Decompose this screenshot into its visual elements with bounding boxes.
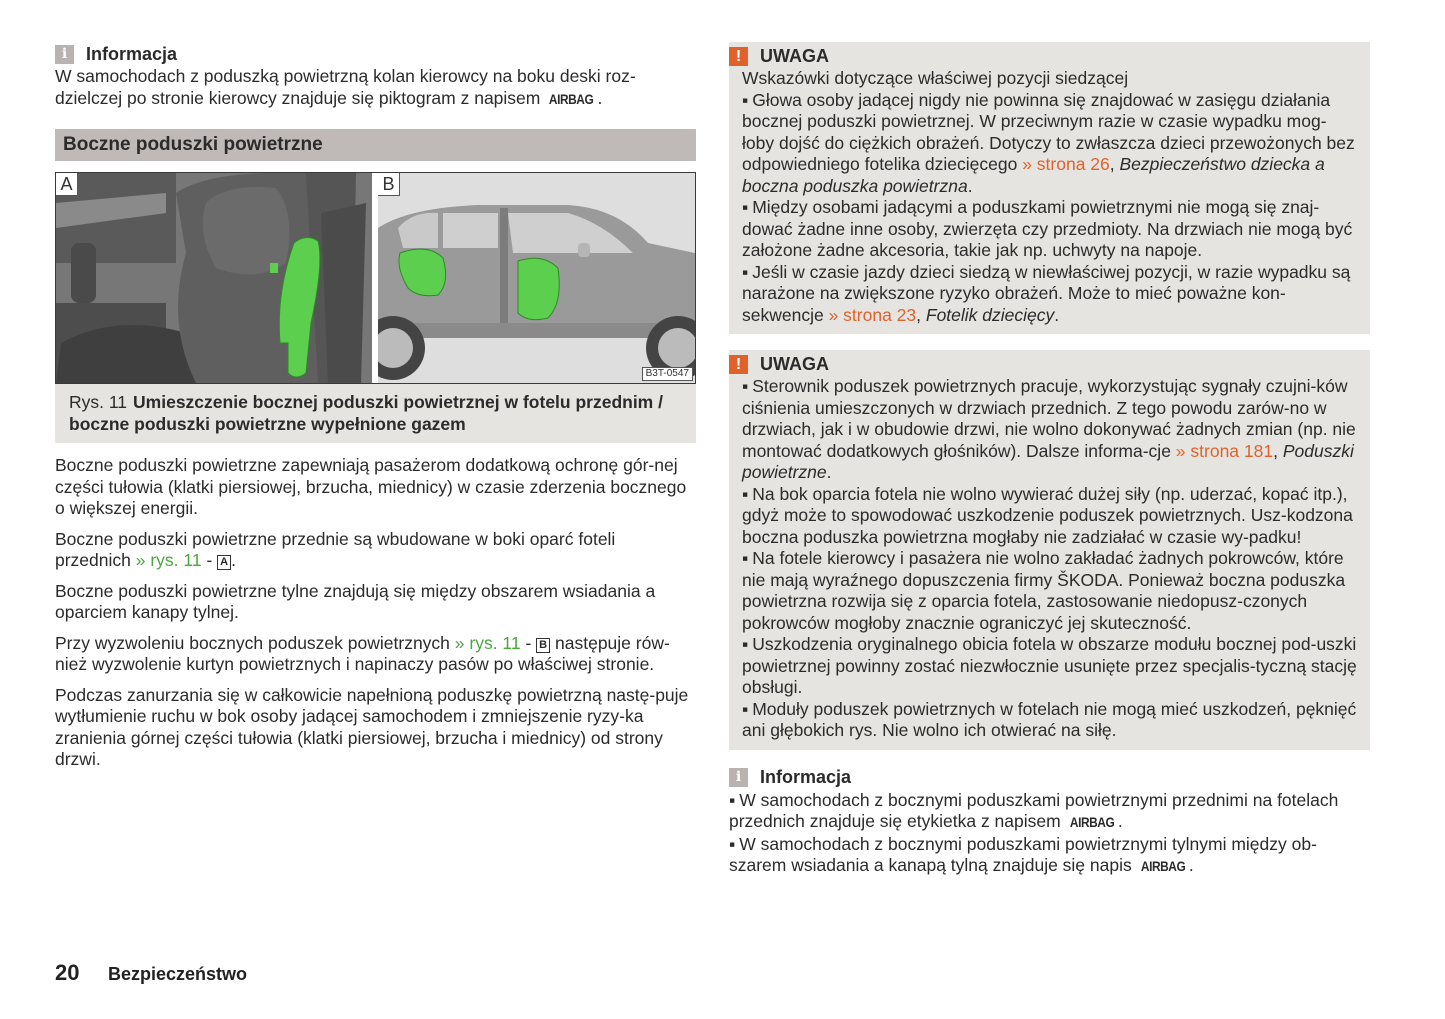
warning-bullet: ▪ Moduły poduszek powietrznych w fotelach nie mogą mieć uszkodzeń, pęknięć ani głębokich rys. Nie wolno ich otwierać na siłę. bbox=[742, 699, 1357, 742]
reference-title: Fotelik dziecięcy bbox=[925, 304, 1055, 325]
period: . bbox=[1054, 304, 1060, 325]
info-bullet bbox=[729, 790, 1370, 834]
period: . bbox=[826, 462, 832, 482]
separator: , bbox=[1273, 440, 1283, 461]
seat-illustration bbox=[56, 173, 372, 383]
panel-ref-a: A bbox=[217, 555, 231, 570]
figure-11 bbox=[55, 172, 696, 384]
figure-link-rys-11-b[interactable]: » rys. 11 bbox=[454, 632, 521, 653]
page-link-181[interactable]: » strona 181 bbox=[1175, 440, 1274, 461]
reference-title: Poduszki powietrzne bbox=[742, 440, 1354, 482]
info-text bbox=[55, 66, 696, 110]
warning-bullet bbox=[742, 376, 1357, 484]
warning-heading: UWAGA bbox=[760, 45, 829, 66]
warning-box-seating-position bbox=[729, 42, 1370, 334]
warning-box-airbag-controller bbox=[729, 350, 1370, 750]
warning-body bbox=[729, 376, 1357, 742]
page-link-26[interactable]: » strona 26 bbox=[1022, 154, 1110, 174]
period: . bbox=[231, 550, 237, 570]
figure-code: B3T-0547 bbox=[642, 367, 693, 381]
chapter-name: Bezpieczeństwo bbox=[108, 964, 248, 984]
figure-caption bbox=[55, 384, 696, 443]
warning-body bbox=[729, 68, 1357, 326]
paragraph-4-text-end: następuje rów-nież wyzwolenie kurtyn powietrznych i napinaczy pasów po właściwej stronie. bbox=[55, 632, 670, 674]
period: . bbox=[1188, 855, 1194, 875]
car-side-illustration bbox=[378, 173, 695, 383]
info-heading: Informacja bbox=[86, 43, 178, 64]
warning-bullet bbox=[742, 262, 1357, 327]
period: . bbox=[967, 175, 973, 196]
bullet-text: Głowa osoby jadącej nigdy nie powinna się znajdować w zasięgu działania bocznej poduszki powietrznej. W przeciwnym razie w czasie wypadku mog-łoby dojść do ciężkich obrażeń. Dotyczy to zwłaszcza dzieci przewożonych bez odpowiedniego fotelika dziecięcego bbox=[742, 89, 1355, 174]
page-link-23[interactable]: » strona 23 bbox=[828, 304, 917, 325]
panel-ref-b: B bbox=[536, 638, 550, 653]
warning-icon: ! bbox=[729, 47, 748, 66]
warning-heading-row bbox=[729, 352, 1357, 376]
paragraph-5: Podczas zanurzania się w całkowicie napełnioną poduszkę powietrzną nastę-puje wytłumienie ruchu w bok osoby jadącej samochodem i zmniejszenie ryzy-ka zranienia górnej części tułowia (klatki piersiowej, brzucha i miednicy) od strony drzwi. bbox=[55, 684, 689, 769]
info-heading: Informacja bbox=[760, 767, 852, 787]
airbag-label: AIRBAG bbox=[549, 90, 594, 107]
page-footer bbox=[55, 960, 247, 986]
separator: , bbox=[1109, 154, 1120, 174]
warning-bullet: ▪ Na fotele kierowcy i pasażera nie wolno zakładać żadnych pokrowców, które nie mają wyraźnego dopuszczenia firmy ŠKODA. Ponieważ boczna poduszka powietrzna rozwija się z oparcia fotela, zastosowanie niedopusz-czonych pokrowców mogłoby znacznie ograniczyć jej skuteczność. bbox=[742, 548, 1357, 634]
dash: - bbox=[201, 550, 218, 570]
figure-panel-b-door-airbags bbox=[378, 173, 695, 383]
paragraph-2 bbox=[55, 529, 696, 572]
section-title: Boczne poduszki powietrzne bbox=[55, 129, 696, 161]
paragraph-3: Boczne poduszki powietrzne tylne znajdują się między obszarem wsiadania a oparciem kanapy tylnej. bbox=[55, 580, 656, 622]
dash: - bbox=[520, 632, 537, 653]
info-icon: i bbox=[729, 768, 748, 787]
figure-panel-a-seat-airbag bbox=[56, 173, 372, 383]
airbag-label: AIRBAG bbox=[1069, 814, 1114, 830]
bullet-text: W samochodach z bocznymi poduszkami powietrznymi przednimi na fotelach przednich znajduje się etykietka z napisem bbox=[729, 789, 1339, 831]
info-heading-row bbox=[55, 42, 696, 66]
paragraph-4 bbox=[55, 633, 696, 676]
figure-link-rys-11[interactable]: » rys. 11 bbox=[135, 550, 202, 570]
warning-bullet: ▪ Na bok oparcia fotela nie wolno wywierać dużej siły (np. uderzać, kopać itp.), gdyż może to spowodować uszkodzenie poduszek powietrznych. Usz-kodzona boczna poduszka powietrzna mogłaby nie zadziałać w czasie wy-padku! bbox=[742, 484, 1357, 549]
info-note-airbag-labels bbox=[729, 766, 1370, 878]
period: . bbox=[1117, 811, 1123, 831]
right-column bbox=[729, 42, 1370, 878]
bullet-text: Jeśli w czasie jazdy dzieci siedzą w niewłaściwej pozycji, w razie wypadku są narażone na zwiększone ryzyko obrażeń. Może to mieć poważne kon-sekwencje bbox=[742, 261, 1351, 325]
info-note-knee-airbag bbox=[55, 42, 696, 110]
warning-bullet: ▪ Między osobami jadącymi a poduszkami powietrznymi nie mogą się znaj-dować żadne inne osoby, zwierzęta czy przedmioty. Na drzwiach nie mogą być założone żadne akcesoria, takie jak np. uchwyty na napoje. bbox=[742, 197, 1357, 262]
info-icon: i bbox=[55, 45, 74, 64]
info-text-body: W samochodach z poduszką powietrzną kolan kierowcy na boku deski roz-dzielczej po stronie kierowcy znajduje się piktogram z napisem bbox=[55, 66, 636, 108]
warning-icon: ! bbox=[729, 355, 748, 374]
info-bullet bbox=[729, 834, 1370, 878]
airbag-label: AIRBAG bbox=[1140, 858, 1185, 874]
figure-title: Umieszczenie bocznej poduszki powietrznej w fotelu przednim / boczne poduszki powietrzne wypełnione gazem bbox=[69, 392, 663, 434]
paragraph-4-text: Przy wyzwoleniu bocznych poduszek powietrznych bbox=[55, 632, 455, 653]
separator: , bbox=[916, 304, 926, 325]
warning-bullet: ▪ Uszkodzenia oryginalnego obicia fotela w obszarze modułu bocznej pod-uszki powietrznej powinny zostać niezwłocznie usunięte przez specjalis-tyczną stację obsługi. bbox=[742, 634, 1357, 699]
warning-intro: Wskazówki dotyczące właściwej pozycji siedzącej bbox=[742, 68, 1129, 88]
bullet-text: Sterownik poduszek powietrznych pracuje, wykorzystując sygnały czujni-ków ciśnienia umieszczonych w drzwiach przednich. Z tego powodu zarów-no w drzwiach, jak i w obudowie drzwi, nie wolno dokonywać żadnych zmian (np. nie montować dodatkowych głośników). Dalsze informa-cje bbox=[742, 376, 1356, 461]
figure-number: Rys. 11 bbox=[69, 392, 128, 412]
info-heading-row bbox=[729, 766, 1370, 790]
warning-heading-row bbox=[729, 44, 1357, 68]
reference-title: Bezpieczeństwo dziecka a boczna poduszka powietrzna bbox=[742, 154, 1325, 196]
panel-b-label: B bbox=[378, 173, 400, 196]
warning-bullet bbox=[742, 90, 1357, 198]
paragraph-2-text: Boczne poduszki powietrzne przednie są wbudowane w boki oparć foteli przednich bbox=[55, 528, 616, 570]
paragraph-1: Boczne poduszki powietrzne zapewniają pasażerom dodatkową ochronę gór-nej części tułowia (klatki piersiowej, brzucha, miednicy) w czasie zderzenia bocznego o większej energii. bbox=[55, 455, 687, 518]
bullet-text: W samochodach z bocznymi poduszkami powietrznymi tylnymi między ob-szarem wsiadania a kanapą tylną znajduje się napis bbox=[729, 833, 1317, 875]
left-column bbox=[55, 42, 696, 780]
info-text-end: . bbox=[597, 87, 603, 108]
info-body bbox=[729, 790, 1370, 878]
panel-a-label: A bbox=[56, 173, 78, 196]
page-number: 20 bbox=[55, 960, 80, 985]
warning-heading: UWAGA bbox=[760, 353, 829, 374]
